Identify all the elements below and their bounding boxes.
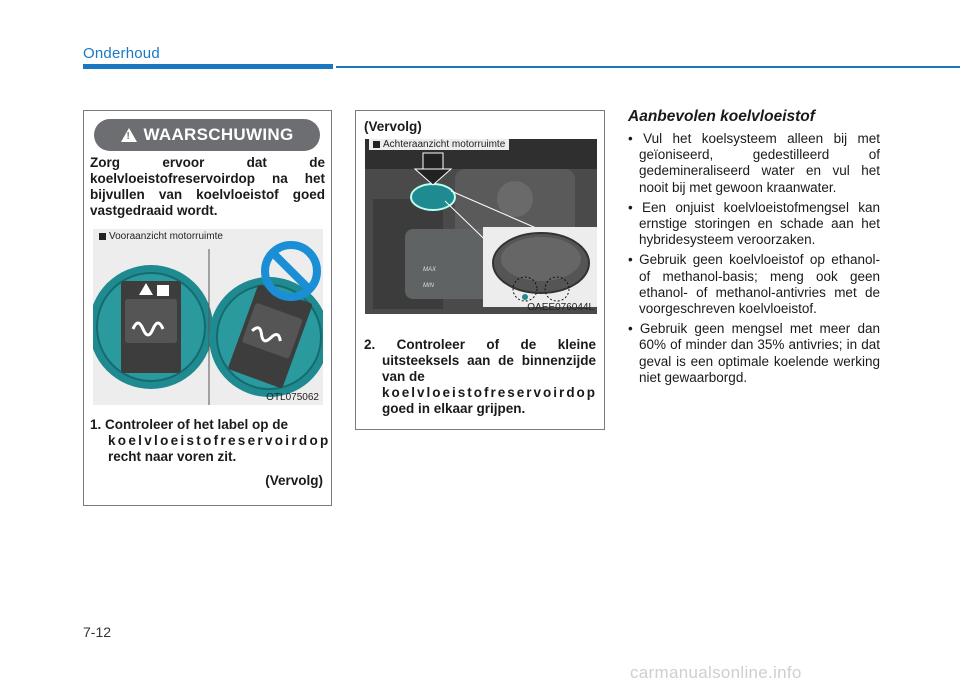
header-bar-thin	[336, 66, 960, 68]
cap-correct	[93, 265, 213, 389]
square-bullet-icon	[373, 141, 380, 148]
step-1: 1. Controleer of het label op de koelvloeistofreservoirdop recht naar voren zit.	[90, 417, 331, 464]
figure-caption: Vooraanzicht motorruimte	[99, 231, 223, 242]
warning-box	[83, 110, 332, 506]
list-item: • Vul het koelsysteem alleen bij met geïoniseerd, gedestilleerd of gedemineraliseerd water en vul het nooit bij met gewoon kraanwater.	[628, 131, 880, 195]
watermark: carmanualsonline.info	[630, 663, 802, 682]
figure-caption: Achteraanzicht motorruimte	[369, 139, 509, 150]
front-view-figure	[93, 229, 323, 405]
list-item: • Een onjuist koelvloeistofmengsel kan ernstige storingen en schade aan het hybridesysteem veroorzaken.	[628, 199, 880, 248]
coolant-bullet-list	[628, 131, 880, 390]
step-2: 2. Controleer of de kleine uitsteeksels aan de binnenzijde van de koelvloeistofreservoirdop goed in elkaar grijpen.	[364, 337, 598, 416]
step2-spaced: koelvloeistofreservoirdop	[382, 385, 598, 400]
middle-box	[355, 110, 605, 430]
cap-illustration	[93, 229, 323, 405]
warning-header	[94, 119, 320, 151]
figure-code: OAEE076044L	[527, 302, 594, 313]
section-title: Onderhoud	[83, 45, 160, 62]
warning-title: WAARSCHUWING	[143, 125, 294, 144]
list-item: • Gebruik geen mengsel met meer dan 60% of minder dan 35% antivries; in dat geval is een optimale koelende werking niet gewaarborgd.	[628, 321, 880, 385]
header-bar-thick	[83, 64, 333, 69]
list-item: • Gebruik geen koelvloeistof op ethanol- of methanol-basis; meng ook geen ethanol- of methanol-antivries met de voorgeschreven koelvloeistof.	[628, 252, 880, 317]
rear-view-figure	[365, 139, 597, 314]
figure-code: OTL075062	[266, 392, 319, 403]
continued-label: (Vervolg)	[265, 473, 323, 488]
warning-triangle-icon: !	[121, 128, 137, 142]
engine-bay-illustration	[365, 139, 597, 314]
continued-label: (Vervolg)	[364, 119, 422, 134]
step1-spaced: koelvloeistofreservoirdop	[108, 433, 331, 448]
min-label: MIN	[423, 283, 434, 289]
warning-text: Zorg ervoor dat de koelvloeistofreservoirdop na het bijvullen van koelvloeistof goed vastgedraaid wordt.	[90, 155, 325, 218]
coolant-heading: Aanbevolen koelvloeistof	[628, 108, 815, 125]
page-number: 7-12	[83, 624, 112, 640]
max-label: MAX	[423, 267, 437, 273]
